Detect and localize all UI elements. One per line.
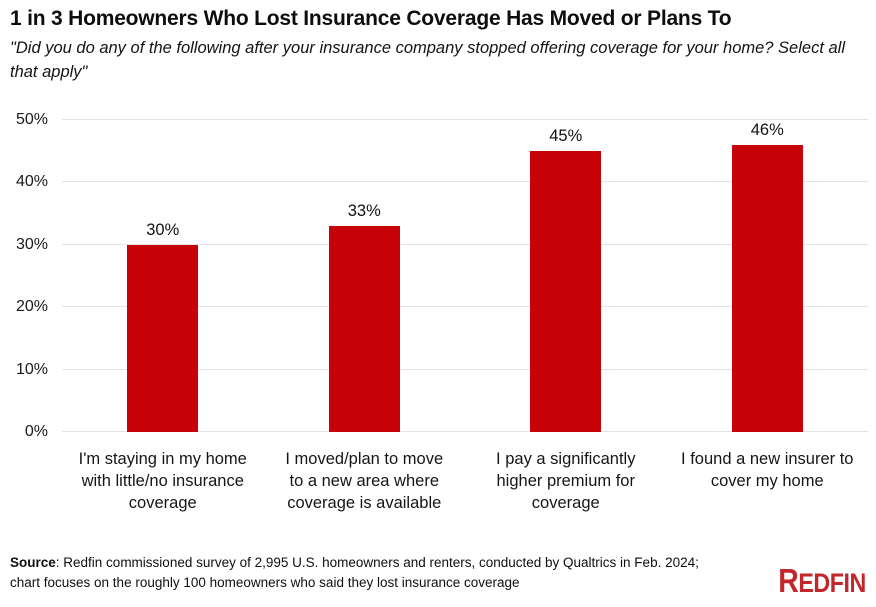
- y-axis-tick-label: 0%: [24, 423, 48, 440]
- x-axis-category-label: I'm staying in my home with little/no insurance coverage: [78, 450, 247, 512]
- bar: [530, 127, 601, 432]
- bar: [127, 220, 198, 432]
- y-axis-tick-label: 50%: [15, 111, 48, 128]
- bar-value-label: 45%: [549, 127, 583, 146]
- bar-column: [62, 120, 264, 432]
- y-axis-tick-label: 10%: [15, 360, 48, 378]
- y-axis: [0, 111, 52, 440]
- bar: [329, 202, 400, 432]
- bar-column: [667, 120, 869, 432]
- source-note: [10, 553, 716, 594]
- plot-area: [62, 120, 868, 432]
- chart-subtitle: "Did you do any of the following after your insurance company stopped offering coverage for your home? Select all that apply": [10, 39, 845, 81]
- bar-column: [264, 120, 466, 432]
- bar: [732, 120, 803, 432]
- source-text: : Redfin commissioned survey of 2,995 U.S. homeowners and renters, conducted by Qualtrics in Feb. 2024; chart focuses on the roughly 100 homeowners who said they lost insurance coverage: [10, 555, 699, 591]
- y-axis-tick-label: 20%: [15, 298, 48, 316]
- bar-value-label: 33%: [347, 202, 381, 221]
- bar-column: [465, 120, 667, 432]
- bars-row: [62, 120, 868, 432]
- bar-value-label: 30%: [146, 220, 180, 239]
- x-axis-category-label: I pay a significantly higher premium for coverage: [496, 450, 636, 512]
- chart-title: 1 in 3 Homeowners Who Lost Insurance Coverage Has Moved or Plans To: [10, 7, 732, 30]
- x-axis-category-label: I moved/plan to move to a new area where coverage is available: [285, 450, 444, 512]
- bar-value-label: 46%: [750, 120, 784, 139]
- x-axis-labels: [62, 449, 868, 515]
- redfin-logo: REDFIN: [778, 562, 866, 599]
- y-axis-tick-label: 30%: [15, 235, 48, 253]
- x-axis-category-label: I found a new insurer to cover my home: [681, 450, 854, 490]
- source-label: Source: [10, 555, 56, 570]
- y-axis-tick-label: 40%: [15, 173, 48, 191]
- bar-chart: [0, 111, 876, 440]
